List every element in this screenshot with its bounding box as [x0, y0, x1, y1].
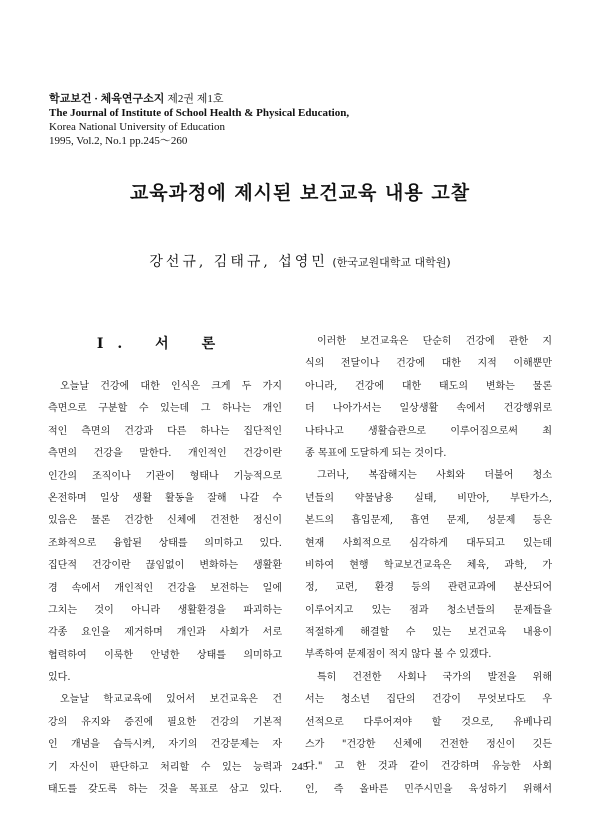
text-line: 이러한 보건교육은 단순히 건강에 관한 지: [317, 336, 552, 347]
text-line: 있다.: [48, 672, 71, 684]
left-column: [48, 376, 282, 801]
institution-name: Korea National University of Education: [49, 121, 225, 133]
section-heading: Ⅰ. 서 론: [96, 336, 230, 352]
journal-name-english: The Journal of Institute of School Health & Physical Education,: [49, 107, 350, 119]
author-names: 강선규, 김태규, 섭영민: [149, 254, 328, 270]
text-line: 다." 고 한 것과 같이 건강하며 유능한 사회: [305, 761, 552, 773]
text-line: 각종 요인을 제거하며 개인과 사회가 서로: [48, 627, 282, 639]
text-line: 부족하여 문제점이 적지 않다 볼 수 있겠다.: [305, 649, 492, 661]
text-line: 인 개념을 습득시켜, 자기의 건강문제는 자: [48, 739, 282, 751]
text-line: 나타나고 생활습관으로 이루어짐으로써 최: [305, 425, 552, 437]
text-line: 선적으로 다루어져야 할 것으로, 유베나리: [305, 716, 552, 728]
text-line: 온전하며 일상 생활 활동을 잘해 나갈 수: [48, 492, 282, 504]
text-line: 식의 전달이나 건강에 대한 지적 이해뿐만: [305, 358, 552, 370]
author-line: [0, 251, 600, 271]
text-line: 적절하게 해결할 수 있는 보건교육 내용이: [305, 627, 552, 639]
text-line: 스가 "건강한 신체에 건전한 정신이 깃든: [305, 739, 552, 751]
text-line: 인간의 조직이나 기관이 형태나 기능적으로: [48, 470, 282, 482]
text-line: 오늘날 건강에 대한 인식은 크게 두 가지: [60, 381, 282, 392]
volume-info: 1995, Vol.2, No.1 pp.245～260: [49, 135, 188, 147]
text-line: 조화적으로 융합된 상태를 의미하고 있다.: [48, 537, 282, 549]
text-line: 태도를 갖도록 하는 것을 목표로 삼고 있다.: [48, 784, 282, 796]
text-line: 년들의 약물남용 실태, 비만아, 부탄가스,: [305, 492, 552, 504]
journal-name-korean: 학교보건 · 체육연구소지 제2권 제1호: [49, 93, 224, 105]
text-line: 본드의 흡입문제, 흡연 문제, 성문제 등은: [305, 515, 552, 527]
text-line: 비하여 현행 학교보건교육은 체육, 과학, 가: [305, 559, 552, 571]
text-line: 정, 교련, 환경 등의 관련교과에 분산되어: [305, 582, 552, 594]
text-line: 강의 유지와 증진에 필요한 건강의 기본적: [48, 716, 282, 728]
text-line: 기 자신이 판단하고 처리할 수 있는 능력과: [48, 761, 282, 773]
page-number: 245: [291, 761, 309, 773]
text-line: 특히 건전한 사회나 국가의 발전을 위해: [317, 671, 552, 683]
text-line: 더 나아가서는 일상생활 속에서 건강행위로: [305, 403, 552, 415]
text-line: 그치는 것이 아니라 생활환경을 파괴하는: [48, 604, 282, 616]
text-line: 인, 즉 올바른 민주시민을 육성하기 위해서: [305, 783, 552, 795]
text-line: 있음은 물론 건강한 신체에 건전한 정신이: [48, 515, 282, 527]
text-line: 현재 사회적으로 심각하게 대두되고 있는데: [305, 537, 552, 549]
text-line: 그러나, 복잡해지는 사회와 더불어 청소: [317, 470, 552, 482]
author-affiliation: (한국교원대학교 대학원): [332, 256, 451, 269]
text-line: 측면의 건강을 말한다. 개인적인 건강이란: [48, 448, 282, 460]
text-line: 이루어지고 있는 점과 청소년들의 문제들을: [305, 604, 552, 616]
text-line: 서는 청소년 집단의 건강이 무엇보다도 우: [305, 694, 552, 706]
text-line: 아니라, 건강에 대한 태도의 변화는 물론: [305, 380, 552, 392]
journal-header: [49, 92, 449, 148]
text-line: 종 목표에 도달하게 되는 것이다.: [305, 447, 447, 459]
text-line: 적인 측면의 건강과 다른 하나는 집단적인: [48, 425, 282, 437]
paper-title: 교육과정에 제시된 보건교육 내용 고찰: [129, 182, 471, 204]
text-line: 오늘날 학교교육에 있어서 보건교육은 건: [60, 694, 282, 706]
text-line: 측면으로 구분할 수 있는데 그 하나는 개인: [48, 403, 282, 415]
text-line: 집단적 건강이란 끊임없이 변화하는 생활환: [48, 560, 282, 572]
text-line: 경 속에서 개인적인 건강을 보전하는 일에: [48, 582, 282, 594]
text-line: 협력하여 이룩한 안녕한 상태를 의미하고: [48, 649, 282, 661]
right-column: [305, 331, 552, 801]
